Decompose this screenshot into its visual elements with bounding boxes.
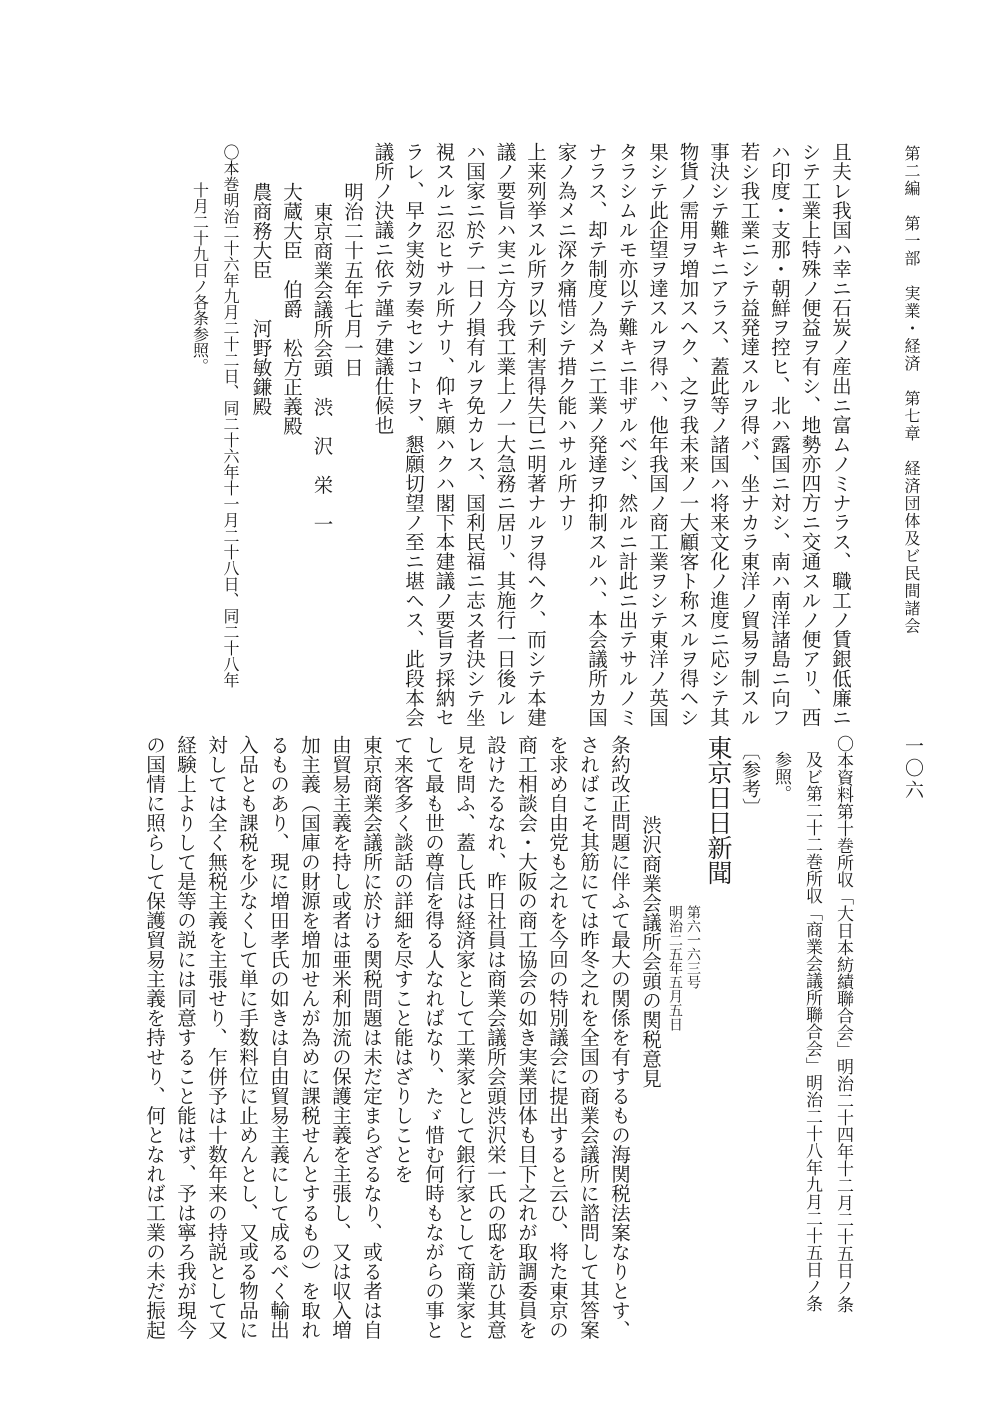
body-line: るものあり、現に増田孝氏の如きは自由貿易主義にして成るべく輸出: [267, 735, 290, 1340]
body-line: 由貿易主義を持し或者は亜米利加流の保護主義を主張し、又は収入増: [329, 735, 352, 1340]
note-line: 〇本巻明治二十六年九月二十二日、同二十六年十一月二十八日、同二十八年: [221, 144, 240, 688]
date-line: 明治二十五年七月一日: [341, 182, 364, 377]
body-line: 若シ我工業ニシテ益発達スルヲ得バ、坐ナカラ東洋ノ貿易ヲ制スル: [737, 142, 761, 727]
body-line: 上来列挙スル所ヲ以テ利害得失已ニ明著ナルヲ得ヘク、而シテ本建: [524, 142, 547, 727]
body-line: 入品とも課税を少なくして単に手数料位に止めんとし、又或る物品に: [236, 735, 259, 1340]
body-line: ナラス、却テ制度ノ為メニ工業ノ発達ヲ抑制スルハ、本会議所カ国: [585, 142, 608, 727]
page-number: 一〇六: [902, 736, 924, 802]
body-line: 視スルニ忍ヒサル所ナリ、仰キ願ハクハ閣下本建議ノ要旨ヲ採納セ: [432, 142, 456, 727]
body-line: 対しては全く無税主義を主張せり、乍併予は十数年来の持説として又: [205, 735, 228, 1340]
body-line: ハ印度・支那・朝鮮ヲ控ヒ、北ハ露国ニ対シ、南ハ南洋諸島ニ向フ: [768, 142, 791, 727]
body-line: 事決シテ難キニアラス、蓋此等ノ諸国ハ将来文化ノ進度ニ応シテ其: [707, 142, 730, 727]
body-line: 果シテ此企望ヲ達スルヲ得ハ、他年我国ノ商工業ヲシテ東洋ノ英国: [646, 142, 669, 727]
body-line: を求め自由党も之れを今回の特別議会に提出すると云ひ、将た東京の: [546, 735, 569, 1340]
article-title: 渋沢商業会議所会頭の関税意見: [639, 815, 662, 1088]
body-line: タラシムルモ亦以テ難キニ非ザルベシ、然ルニ計此ニ出テサルノミ: [615, 142, 639, 727]
reference-note-line: 参照。: [771, 751, 791, 802]
note-line: 十月二十九日ノ各条参照。: [190, 182, 210, 374]
issue-date: 明治二五年五月五日: [667, 905, 683, 1031]
reference-note-line: 及ビ第二十二巻所収「商業会議所聯合会」明治二十八年九月二十五日ノ条: [802, 751, 822, 1312]
signature-line: 東京商業会議所会頭 渋 沢 栄 一: [310, 202, 334, 534]
body-line: 東京商業会議所に於ける関税問題は未だ定まらざるなり、或る者は自: [360, 735, 383, 1340]
body-line: 議所ノ決議ニ依テ謹テ建議仕候也: [371, 142, 395, 435]
upper-section: [184, 142, 855, 727]
reference-note-line: 〇本資料第十巻所収「大日本紡績聯合会」明治二十四年十二月二十五日ノ条: [833, 735, 853, 1313]
running-header: 第二編 第一部 実業・経済 第七章 経済団体及ビ民間諸会: [902, 145, 921, 635]
body-line: 条約改正問題に伴ふて最大の関係を有するもの海関税法案なりとす、: [608, 735, 631, 1340]
addressee-line: 大蔵大臣 伯爵 松方正義殿: [280, 182, 303, 436]
body-line: さればこそ其筋にては昨冬之れを全国の商業会議所に諮問して其答案: [577, 735, 600, 1340]
body-line: ハ国家ニ於テ一日ノ損有ルヲ免カレス、国利民福ニ志ス者決シテ坐: [463, 142, 486, 727]
body-line: 家ノ為メニ深ク痛惜シテ措ク能ハサル所ナリ: [554, 142, 578, 532]
body-line: 見を問ふ、蓋し氏は経済家として工業家として銀行家として商業家と: [453, 735, 476, 1340]
issue-number: 第六一六三号: [685, 905, 701, 989]
body-line: 加主義（国庫の財源を増加せんが為めに課税せんとするもの）を取れ: [298, 735, 321, 1340]
body-line: 商工相談会・大阪の商工協会の如き実業団体も目下之れが取調委員を: [515, 735, 538, 1340]
body-line: シテ工業上特殊ノ便益ヲ有シ、地勢亦四方ニ交通スルノ便アリ、西: [798, 142, 822, 727]
newspaper-name: 東京日日新聞: [704, 735, 733, 885]
body-line: 設けたるなれ、昨日社員は商業会議所会頭渋沢栄一氏の邸を訪ひ其意: [484, 735, 507, 1340]
body-line: ラレ、早ク実効ヲ奏センコトヲ、懇願切望ノ至ニ堪ヘス、此段本会: [402, 142, 425, 727]
body-line: の国情に照らして保護貿易主義を持せり、何となれば工業の未だ振起: [143, 735, 166, 1340]
lower-section: [139, 735, 858, 1340]
body-line: して最も世の尊信を得る人なればなり、たゞ惜む何時もながらの事と: [422, 735, 445, 1340]
body-line: 経験上よりして是等の説には同意すること能はず、予は寧ろ我が現今: [174, 735, 197, 1340]
reference-label: 〔参考〕: [739, 741, 761, 817]
addressee-line: 農商務大臣 河野敏鎌殿: [249, 182, 273, 416]
body-line: 物貨ノ需用ヲ増加スヘク、之ヲ我未来ノ一大顧客ト称スルヲ得ヘシ: [676, 142, 700, 727]
body-line: 且夫レ我国ハ幸ニ石炭ノ産出ニ富ムノミナラス、職工ノ賃銀低廉ニ: [829, 142, 852, 727]
body-line: て来客多く談話の詳細を尽すこと能はざりしことを: [391, 735, 414, 1184]
body-line: 議ノ要旨ハ実ニ方今我工業上ノ一大急務ニ居リ、其施行一日後ルレ: [493, 142, 517, 727]
